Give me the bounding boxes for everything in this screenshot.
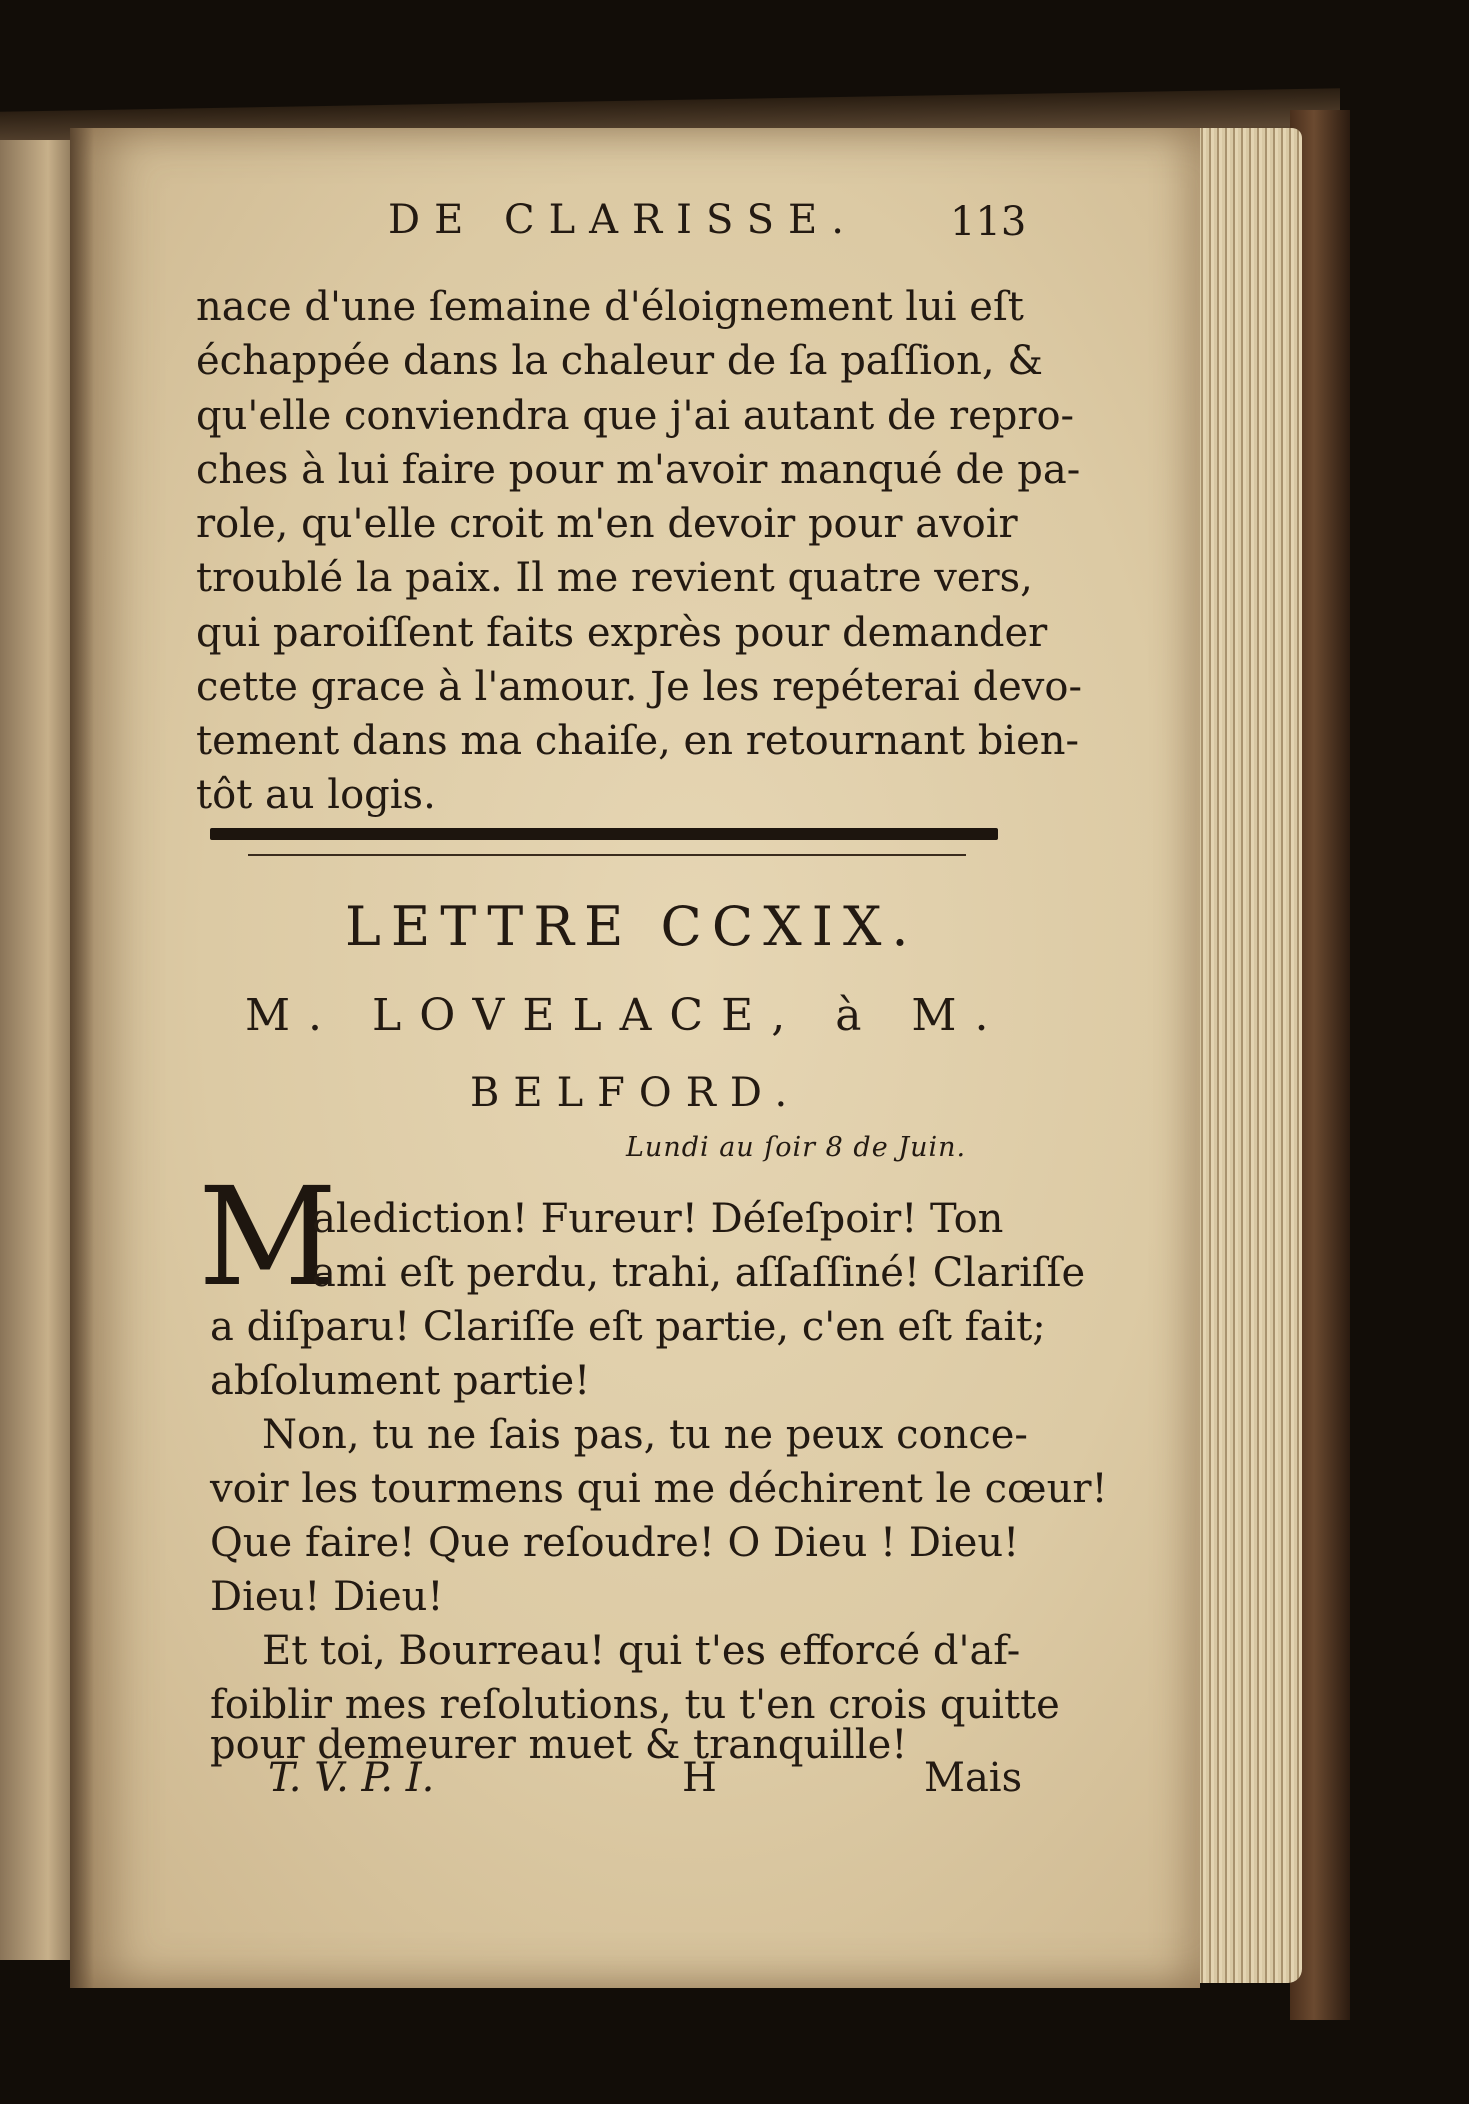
text-line: Dieu! Dieu! xyxy=(210,1574,444,1620)
page-gutter-shadow xyxy=(70,128,94,1988)
catchword: Mais xyxy=(924,1755,1023,1801)
drop-cap: M xyxy=(198,1159,338,1317)
text-line: ches à lui faire pour m'avoir manqué de pa- xyxy=(196,447,1081,493)
text-line: Non, tu ne ſais pas, tu ne peux conce- xyxy=(262,1412,1028,1458)
text-line: pour demeurer muet & tranquille! xyxy=(210,1722,908,1768)
letter-title: LETTRE CCXIX. xyxy=(345,895,919,958)
text-line: Et toi, Bourreau! qui t'es efforcé d'af- xyxy=(262,1628,1021,1674)
text-line: foiblir mes reſolutions, tu t'en crois quitte xyxy=(210,1682,1060,1728)
text-line: échappée dans la chaleur de ſa paſſion, & xyxy=(196,338,1043,384)
letter-address-line-1: M. LOVELACE, à M. xyxy=(245,990,1007,1041)
text-line: nace d'une ſemaine d'éloignement lui eſt xyxy=(196,284,1024,330)
text-line: qu'elle conviendra que j'ai autant de repro- xyxy=(196,393,1075,439)
letter-dateline: Lundi au ſoir 8 de Juin. xyxy=(626,1132,967,1163)
text-line: Que faire! Que reſoudre! O Dieu ! Dieu! xyxy=(210,1520,1020,1566)
page-number: 113 xyxy=(950,199,1027,245)
text-line: troublé la paix. Il me revient quatre vers, xyxy=(196,555,1033,601)
text-line: alediction! Fureur! Déſeſpoir! Ton xyxy=(312,1196,1004,1242)
text-line: voir les tourmens qui me déchirent le cœur! xyxy=(210,1466,1108,1512)
facing-page-edge xyxy=(0,140,80,1960)
text-line: abſolument partie! xyxy=(210,1358,591,1404)
page-edges xyxy=(1190,128,1302,1983)
separator-rule-thin xyxy=(248,854,966,856)
gathering-letter: H xyxy=(682,1755,717,1801)
signature-mark: T. V. P. I. xyxy=(268,1755,435,1801)
running-title: DE CLARISSE. xyxy=(388,197,858,243)
text-line: cette grace à l'amour. Je les repéterai devo- xyxy=(196,664,1082,710)
text-line: role, qu'elle croit m'en devoir pour avoir xyxy=(196,501,1018,547)
separator-rule-thick xyxy=(210,828,998,840)
text-line: qui paroiſſent faits exprès pour demander xyxy=(196,610,1048,656)
text-line: tement dans ma chaiſe, en retournant bien- xyxy=(196,718,1080,764)
text-line: ami eſt perdu, trahi, aſſaſſiné! Clariſſe xyxy=(312,1250,1086,1296)
letter-address-line-2: BELFORD. xyxy=(470,1070,802,1116)
text-line: tôt au logis. xyxy=(196,772,436,818)
text-line: a diſparu! Clariſſe eſt partie, c'en eſt fait; xyxy=(210,1304,1046,1350)
